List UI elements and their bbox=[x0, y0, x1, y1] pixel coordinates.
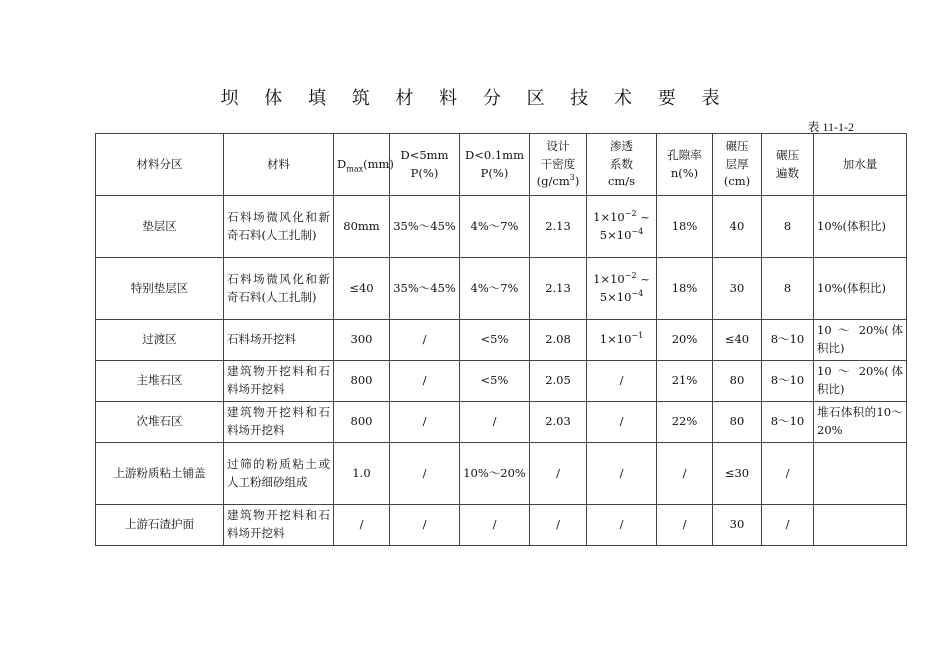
header-water: 加水量 bbox=[814, 134, 907, 196]
cell-dmax: ≤40 bbox=[334, 258, 390, 320]
header-passes: 碾压 遍数 bbox=[762, 134, 814, 196]
header-dmax: $D_{max}(mm)$ bbox=[334, 134, 390, 196]
cell-dmax: 1.0 bbox=[334, 443, 390, 505]
cell-zone: 上游石渣护面 bbox=[96, 505, 224, 546]
header-porosity: 孔隙率 n(%) bbox=[657, 134, 713, 196]
cell-material: 建筑物开挖料和石料场开挖料 bbox=[224, 505, 334, 546]
cell-passes: / bbox=[762, 505, 814, 546]
cell-d5: / bbox=[390, 402, 460, 443]
cell-passes: 8 bbox=[762, 258, 814, 320]
cell-material: 建筑物开挖料和石料场开挖料 bbox=[224, 402, 334, 443]
cell-dmax: 80mm bbox=[334, 196, 390, 258]
cell-material: 过筛的粉质粘土或人工粉细砂组成 bbox=[224, 443, 334, 505]
cell-d5: / bbox=[390, 361, 460, 402]
cell-thickness: 80 bbox=[713, 361, 762, 402]
cell-permeability: / bbox=[587, 402, 657, 443]
cell-water: 10 ～ 20%(体积比) bbox=[814, 320, 907, 361]
cell-d01: 4%～7% bbox=[460, 196, 530, 258]
cell-porosity: 18% bbox=[657, 196, 713, 258]
cell-permeability: / bbox=[587, 505, 657, 546]
table-row bbox=[96, 402, 907, 443]
table-row bbox=[96, 258, 907, 320]
cell-d5: / bbox=[390, 443, 460, 505]
cell-d01: 10%～20% bbox=[460, 443, 530, 505]
cell-d5: 35%～45% bbox=[390, 196, 460, 258]
cell-zone: 垫层区 bbox=[96, 196, 224, 258]
table-title: 坝 体 填 筑 材 料 分 区 技 术 要 表 bbox=[220, 88, 730, 109]
cell-dmax: 300 bbox=[334, 320, 390, 361]
cell-water bbox=[814, 443, 907, 505]
cell-d5: 35%～45% bbox=[390, 258, 460, 320]
header-d5: D<5mm P(%) bbox=[390, 134, 460, 196]
cell-zone: 特别垫层区 bbox=[96, 258, 224, 320]
cell-zone: 主堆石区 bbox=[96, 361, 224, 402]
cell-water: 10%(体积比) bbox=[814, 258, 907, 320]
cell-permeability: $1\times 10^{-2}$ ~ $5\times 10^{-4}$ bbox=[587, 258, 657, 320]
table-row bbox=[96, 361, 907, 402]
cell-thickness: 30 bbox=[713, 258, 762, 320]
cell-porosity: / bbox=[657, 443, 713, 505]
header-thickness: 碾压 层厚 (cm) bbox=[713, 134, 762, 196]
table-row bbox=[96, 320, 907, 361]
cell-passes: 8～10 bbox=[762, 320, 814, 361]
cell-water bbox=[814, 505, 907, 546]
cell-material: 石料场微风化和新奇石料(人工扎制) bbox=[224, 258, 334, 320]
header-permeability: 渗透 系数 cm/s bbox=[587, 134, 657, 196]
cell-d01: <5% bbox=[460, 361, 530, 402]
cell-density: 2.13 bbox=[530, 196, 587, 258]
cell-thickness: 80 bbox=[713, 402, 762, 443]
cell-density: 2.08 bbox=[530, 320, 587, 361]
cell-passes: 8～10 bbox=[762, 361, 814, 402]
cell-water: 堆石体积的10～20% bbox=[814, 402, 907, 443]
cell-porosity: 20% bbox=[657, 320, 713, 361]
cell-porosity: / bbox=[657, 505, 713, 546]
cell-d01: / bbox=[460, 402, 530, 443]
table-number: 表 11-1-2 bbox=[807, 120, 854, 134]
material-zoning-table bbox=[95, 133, 907, 546]
header-d01: D<0.1mm P(%) bbox=[460, 134, 530, 196]
cell-permeability: $1\times 10^{-2}$ ~ $5\times 10^{-4}$ bbox=[587, 196, 657, 258]
cell-zone: 次堆石区 bbox=[96, 402, 224, 443]
header-row bbox=[96, 134, 907, 196]
table-row bbox=[96, 443, 907, 505]
cell-passes: 8～10 bbox=[762, 402, 814, 443]
cell-material: 石料场微风化和新奇石料(人工扎制) bbox=[224, 196, 334, 258]
cell-density: / bbox=[530, 443, 587, 505]
cell-thickness: 40 bbox=[713, 196, 762, 258]
cell-permeability: / bbox=[587, 361, 657, 402]
cell-d01: 4%～7% bbox=[460, 258, 530, 320]
cell-d01: / bbox=[460, 505, 530, 546]
cell-density: 2.13 bbox=[530, 258, 587, 320]
table-row bbox=[96, 505, 907, 546]
cell-passes: 8 bbox=[762, 196, 814, 258]
cell-thickness: ≤30 bbox=[713, 443, 762, 505]
header-zone: 材料分区 bbox=[96, 134, 224, 196]
cell-zone: 过渡区 bbox=[96, 320, 224, 361]
cell-dmax: / bbox=[334, 505, 390, 546]
cell-density: 2.05 bbox=[530, 361, 587, 402]
cell-porosity: 22% bbox=[657, 402, 713, 443]
header-material: 材料 bbox=[224, 134, 334, 196]
cell-zone: 上游粉质粘土铺盖 bbox=[96, 443, 224, 505]
cell-material: 石料场开挖料 bbox=[224, 320, 334, 361]
cell-permeability: / bbox=[587, 443, 657, 505]
cell-d5: / bbox=[390, 320, 460, 361]
cell-permeability: $1\times 10^{-1}$ bbox=[587, 320, 657, 361]
header-density: 设计 干密度 $(g/cm^3)$ bbox=[530, 134, 587, 196]
cell-density: / bbox=[530, 505, 587, 546]
cell-thickness: ≤40 bbox=[713, 320, 762, 361]
cell-material: 建筑物开挖料和石料场开挖料 bbox=[224, 361, 334, 402]
cell-thickness: 30 bbox=[713, 505, 762, 546]
cell-d5: / bbox=[390, 505, 460, 546]
cell-density: 2.03 bbox=[530, 402, 587, 443]
cell-d01: <5% bbox=[460, 320, 530, 361]
cell-water: 10 ～ 20%(体积比) bbox=[814, 361, 907, 402]
cell-dmax: 800 bbox=[334, 402, 390, 443]
cell-porosity: 18% bbox=[657, 258, 713, 320]
table-row bbox=[96, 196, 907, 258]
cell-porosity: 21% bbox=[657, 361, 713, 402]
cell-water: 10%(体积比) bbox=[814, 196, 907, 258]
cell-dmax: 800 bbox=[334, 361, 390, 402]
cell-passes: / bbox=[762, 443, 814, 505]
